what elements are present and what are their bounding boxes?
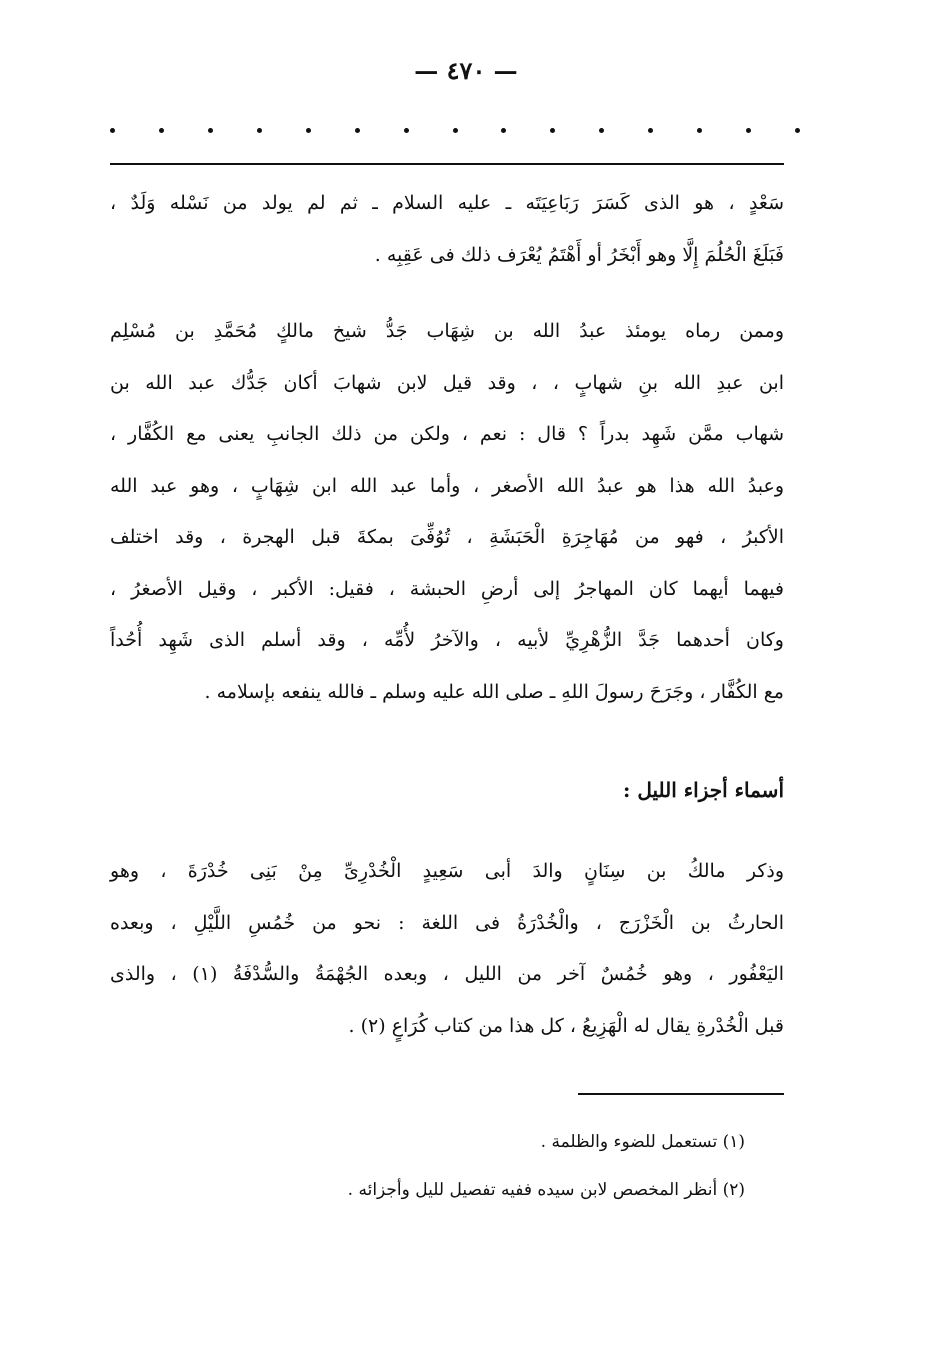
dot [110,128,115,133]
text-line: الأكبرُ ، فهو من مُهَاجِرَةِ الْحَبَشَةِ ، تُوُفِّىَ بمكةَ قبل الهجرة ، وقد اختلف [110,526,784,548]
section-heading: أسماء أجزاء الليل : [622,778,784,802]
separator-dots [110,128,800,133]
text-line: مع الكُفَّار ، وجَرَحَ رسولَ اللهِ ـ صلى الله عليه وسلم ـ فالله ينفعه بإسلامه . [204,680,784,703]
dot [746,128,751,133]
footnotes [110,1118,745,1214]
dot [306,128,311,133]
dot [550,128,555,133]
dot [599,128,604,133]
dot [404,128,409,133]
dot [697,128,702,133]
header-rule [110,163,784,165]
paragraph-3 [110,846,784,1052]
footnote: (١) تستعمل للضوء والظلمة . [540,1132,745,1152]
text-line: وعبدُ الله هذا هو عبدُ الله الأصغر ، وأما عبد الله ابن شِهَابٍ ، وهو عبد الله [110,474,784,497]
footnote-rule [578,1093,784,1095]
dot [208,128,213,133]
dot [453,128,458,133]
text-line: قبل الْخُدْرةِ يقال له الْهَزِيعُ ، كل هذا من كتاب كُرَاعٍ (٢) . [348,1014,784,1037]
dot [355,128,360,133]
text-line: الحارثُ بن الْخَزْرَج ، والْخُدْرَةُ فى اللغة : نحو من خُمُسِ اللَّيْلِ ، وبعده [110,911,784,934]
paragraph-2 [110,306,784,718]
dot [257,128,262,133]
dot [501,128,506,133]
text-line: اليَعْفُور ، وهو خُمُسٌ آخر من الليل ، وبعده الجُهْمَةُ والسُّدْفَةُ (١) ، والذى [110,963,784,985]
text-line: فَبَلَغَ الْحُلُمَ إِلَّا وهو أَبْخَرُ أو أَهْتَمُ يُعْرَف ذلك فى عَقِبِه . [374,243,784,266]
text-line: ابن عبدِ الله بنِ شهابٍ ، ، وقد قيل لابن شهابَ أكان جَدُّك عبد الله بن [110,371,784,394]
text-line: وكان أحدهما جَدَّ الزُّهْرِيِّ لأبيه ، والآخرُ لأُمِّه ، وقد أسلم الذى شَهِد أُحُداً [110,629,784,651]
footnote: (٢) أنظر المخصص لابن سيده ففيه تفصيل لليل وأجزائه . [347,1180,745,1200]
paragraph-1 [110,178,784,281]
text-line: شهاب ممَّن شَهِد بدراً ؟ قال : نعم ، ولكن من ذلك الجانبِ يعنى مع الكُفَّار ، [110,423,784,445]
dot [648,128,653,133]
dot [795,128,800,133]
text-line: سَعْدٍ ، هو الذى كَسَرَ رَبَاعِيَتَه ـ عليه السلام ـ ثم لم يولد من نَسْله وَلَدٌ ، [110,192,784,214]
dot [159,128,164,133]
text-line: وذكر مالكُ بن سِنَانٍ والدَ أبى سَعِيدٍ الْخُدْرِىِّ مِنْ بَنِى خُدْرَةَ ، وهو [110,860,784,882]
text-line: وممن رماه يومئذ عبدُ الله بن شِهَاب جَدُّ شيخ مالكٍ مُحَمَّدِ بن مُسْلِم [110,320,784,342]
text-line: فيهما أيهما كان المهاجرُ إلى أرضِ الحبشة ، فقيل: الأكبر ، وقيل الأصغرُ ، [110,577,784,600]
page-number: — ٤٧٠ — [414,56,518,85]
